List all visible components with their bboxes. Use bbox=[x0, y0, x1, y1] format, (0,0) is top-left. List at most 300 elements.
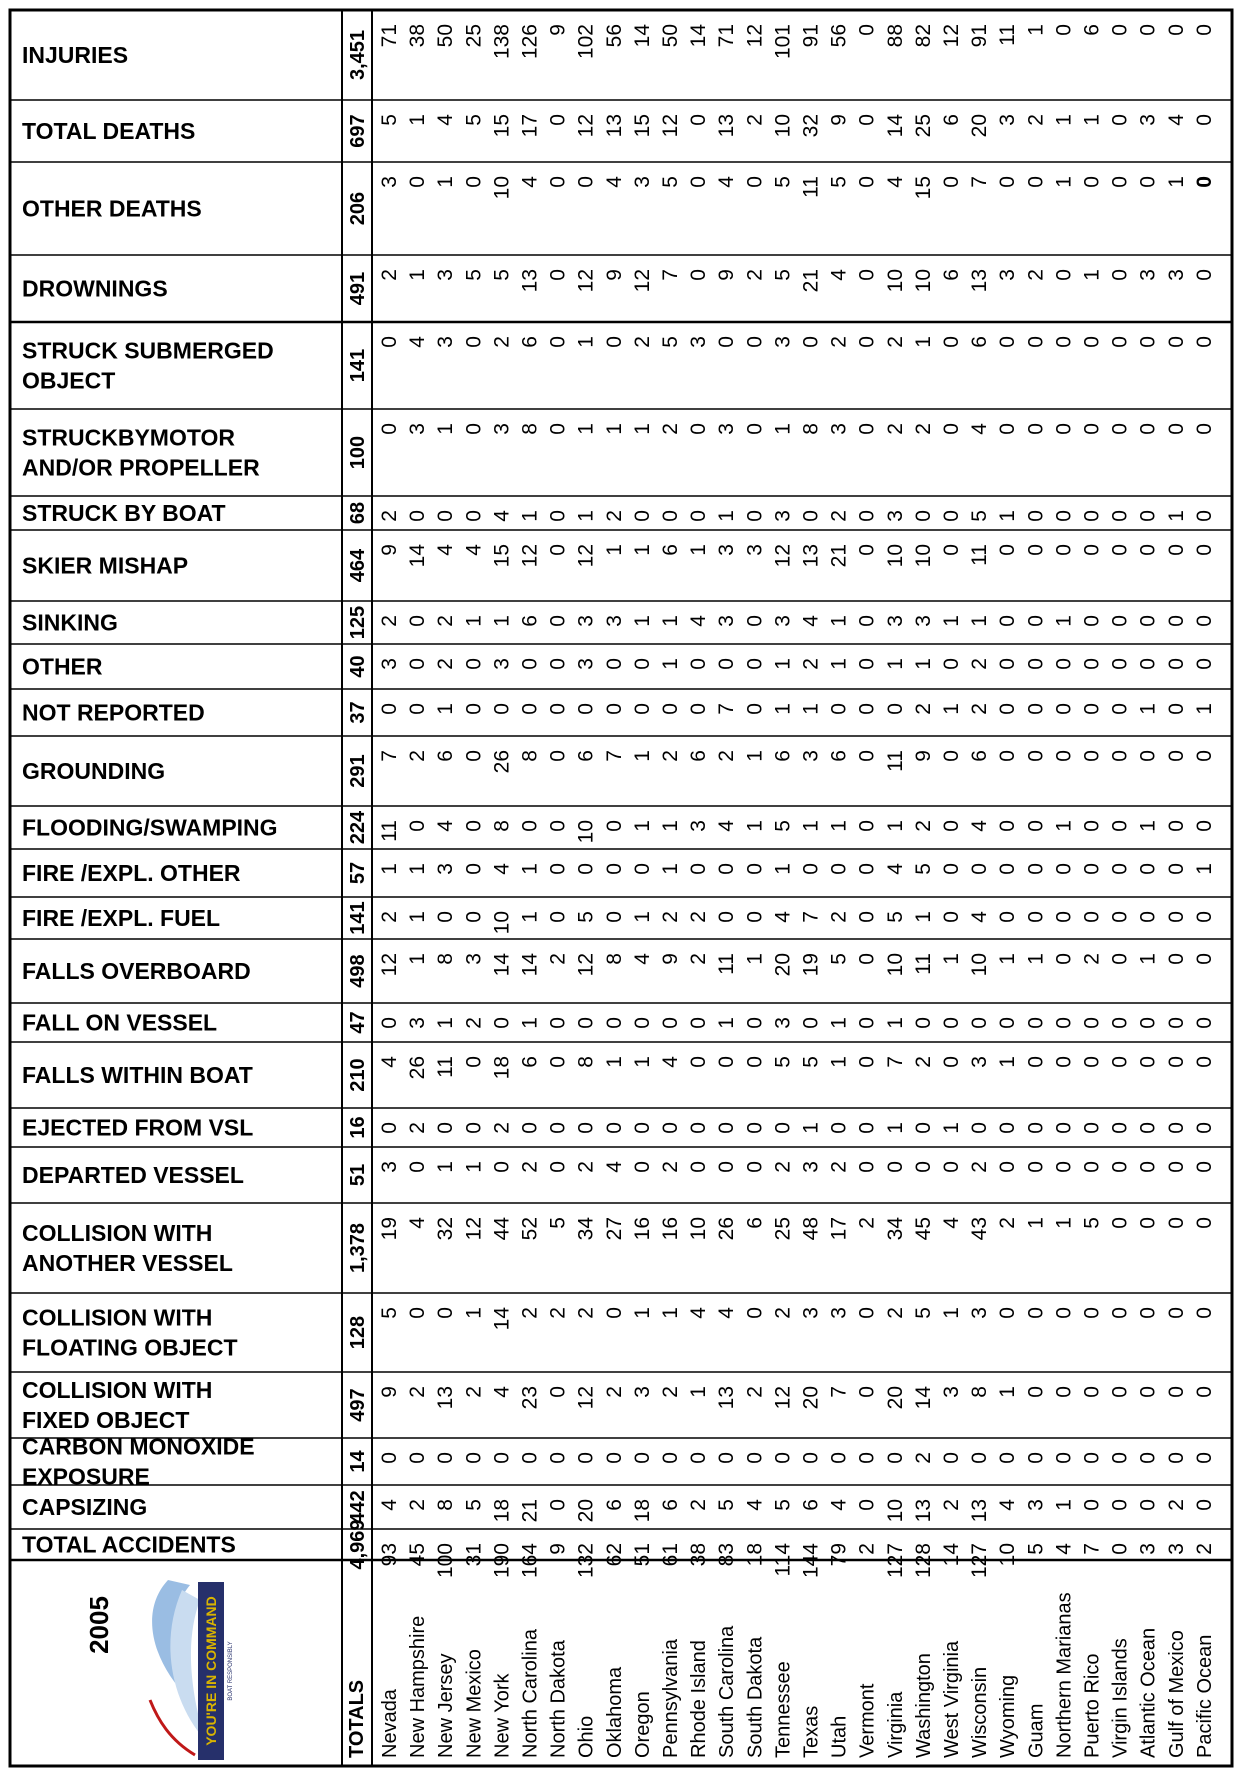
data-cell: 3 bbox=[771, 510, 795, 522]
data-cell: 0 bbox=[1164, 1056, 1188, 1068]
data-cell: 2 bbox=[1192, 1543, 1216, 1555]
data-cell: 1 bbox=[406, 114, 430, 126]
data-cell: 0 bbox=[1052, 1017, 1076, 1029]
data-cell: 4 bbox=[1164, 114, 1188, 126]
data-cell: 2 bbox=[630, 336, 654, 348]
data-cell: 13 bbox=[911, 1499, 935, 1523]
data-cell: 2 bbox=[406, 750, 430, 762]
data-cell: 14 bbox=[630, 24, 654, 48]
data-cell: 48 bbox=[799, 1217, 823, 1241]
data-cell: 0 bbox=[996, 176, 1020, 188]
data-cell: 0 bbox=[1108, 1122, 1132, 1134]
data-cell: 0 bbox=[687, 114, 711, 126]
data-cell: 0 bbox=[1108, 1386, 1132, 1398]
data-cell: 0 bbox=[1108, 1543, 1132, 1555]
data-cell: 2 bbox=[911, 703, 935, 715]
data-cell: 3 bbox=[490, 423, 514, 435]
data-cell: 0 bbox=[715, 1056, 739, 1068]
data-cell: 3 bbox=[378, 658, 401, 670]
data-cell: 0 bbox=[1136, 1499, 1160, 1511]
data-cell: 18 bbox=[743, 1543, 767, 1567]
data-cell: 19 bbox=[799, 953, 823, 977]
data-cell: 0 bbox=[940, 820, 963, 832]
data-cell: 0 bbox=[855, 911, 879, 923]
data-cell: 0 bbox=[1108, 1217, 1132, 1229]
data-cell: 0 bbox=[546, 658, 570, 670]
data-cell: 0 bbox=[715, 336, 739, 348]
data-cell: 0 bbox=[1164, 423, 1188, 435]
data-cell: 14 bbox=[406, 544, 430, 568]
category-total: 14 bbox=[347, 1450, 369, 1473]
data-cell: 0 bbox=[1080, 1307, 1104, 1319]
category-label: FALL ON VESSEL bbox=[22, 1009, 218, 1036]
category-total: 291 bbox=[347, 754, 369, 788]
data-cell: 0 bbox=[434, 1452, 458, 1464]
state-name: West Virginia bbox=[941, 1640, 963, 1758]
data-cell: 2 bbox=[855, 1543, 879, 1555]
data-cell: 0 bbox=[1052, 658, 1076, 670]
data-cell: 0 bbox=[574, 176, 598, 188]
data-cell: 2 bbox=[378, 911, 401, 923]
data-cell: 6 bbox=[743, 1217, 767, 1229]
data-cell: 0 bbox=[996, 615, 1020, 627]
state-name: South Carolina bbox=[716, 1625, 739, 1758]
data-cell: 0 bbox=[1080, 658, 1104, 670]
data-cell: 0 bbox=[1024, 750, 1048, 762]
data-cell: 101 bbox=[771, 24, 795, 60]
data-cell: 0 bbox=[630, 1452, 654, 1464]
data-cell: 0 bbox=[855, 423, 879, 435]
data-cell: 1 bbox=[940, 615, 963, 627]
data-cell: 1 bbox=[1080, 114, 1104, 126]
data-cell: 0 bbox=[462, 703, 486, 715]
state-name: New York bbox=[491, 1673, 514, 1758]
data-cell: 0 bbox=[1052, 24, 1076, 36]
state-name: Utah bbox=[828, 1715, 851, 1758]
data-cell: 14 bbox=[940, 1543, 963, 1567]
data-cell: 91 bbox=[968, 24, 992, 48]
category-label: CARBON MONOXIDE bbox=[22, 1433, 255, 1460]
data-cell: 0 bbox=[996, 1161, 1020, 1173]
data-cell: 0 bbox=[996, 1122, 1020, 1134]
data-cell: 127 bbox=[968, 1543, 992, 1579]
data-cell: 6 bbox=[659, 544, 682, 556]
data-cell: 9 bbox=[827, 114, 851, 126]
data-cell: 9 bbox=[715, 269, 739, 281]
data-cell: 3 bbox=[771, 615, 795, 627]
data-cell: 1 bbox=[1192, 703, 1216, 715]
data-cell: 0 bbox=[1080, 1122, 1104, 1134]
data-cell: 5 bbox=[490, 269, 514, 281]
data-cell: 6 bbox=[518, 615, 542, 627]
data-cell: 9 bbox=[546, 24, 570, 36]
state-name: Virginia bbox=[884, 1691, 907, 1758]
data-cell: 4 bbox=[687, 1307, 711, 1319]
data-cell: 20 bbox=[771, 953, 795, 977]
data-cell: 11 bbox=[911, 953, 935, 975]
data-cell: 5 bbox=[968, 510, 992, 522]
data-cell: 0 bbox=[574, 1452, 598, 1464]
data-cell: 1 bbox=[827, 658, 851, 670]
data-cell: 0 bbox=[1052, 1307, 1076, 1319]
data-cell: 4 bbox=[602, 1161, 626, 1173]
data-cell: 1 bbox=[434, 703, 458, 715]
state-name: Gulf of Mexico bbox=[1165, 1630, 1188, 1758]
data-cell: 0 bbox=[1192, 1217, 1216, 1229]
state-name: Wyoming bbox=[997, 1674, 1020, 1758]
data-cell: 1 bbox=[518, 911, 542, 923]
data-cell: 2 bbox=[883, 1307, 907, 1319]
data-cell: 3 bbox=[771, 1017, 795, 1029]
category-total: 68 bbox=[347, 501, 369, 525]
data-cell: 79 bbox=[827, 1543, 851, 1567]
data-cell: 0 bbox=[1136, 176, 1160, 188]
data-cell: 12 bbox=[574, 953, 598, 977]
state-name: Vermont bbox=[856, 1683, 879, 1758]
data-cell: 0 bbox=[827, 1122, 851, 1134]
data-cell: 0 bbox=[743, 658, 767, 670]
state-name: Pacific Ocean bbox=[1193, 1634, 1216, 1758]
data-cell: 0 bbox=[996, 750, 1020, 762]
data-cell: 0 bbox=[687, 703, 711, 715]
data-cell: 1 bbox=[659, 658, 682, 670]
data-cell: 0 bbox=[1192, 1122, 1216, 1134]
data-cell: 1 bbox=[687, 1386, 711, 1398]
data-cell: 3 bbox=[771, 336, 795, 348]
data-cell: 0 bbox=[1108, 953, 1132, 965]
data-cell: 0 bbox=[687, 1161, 711, 1173]
data-cell: 0 bbox=[462, 658, 486, 670]
data-cell: 12 bbox=[771, 1386, 795, 1410]
data-cell: 5 bbox=[659, 336, 682, 348]
data-cell: 3 bbox=[1164, 269, 1188, 281]
data-cell: 2 bbox=[406, 1386, 430, 1398]
data-cell: 2 bbox=[490, 1122, 514, 1134]
data-cell: 0 bbox=[490, 1161, 514, 1173]
data-cell: 3 bbox=[715, 423, 739, 435]
data-cell: 1 bbox=[434, 1017, 458, 1029]
data-cell: 0 bbox=[1108, 703, 1132, 715]
data-cell: 0 bbox=[799, 336, 823, 348]
data-cell: 0 bbox=[1108, 911, 1132, 923]
data-cell: 1 bbox=[630, 1056, 654, 1068]
data-cell: 5 bbox=[799, 1056, 823, 1068]
data-cell: 2 bbox=[771, 1161, 795, 1173]
data-cell: 0 bbox=[1164, 1161, 1188, 1173]
data-cell: 9 bbox=[378, 544, 401, 556]
data-cell: 1 bbox=[574, 423, 598, 435]
category-total: 4,969 bbox=[347, 1519, 369, 1570]
data-cell: 1 bbox=[659, 863, 682, 875]
data-cell: 21 bbox=[799, 269, 823, 293]
data-cell: 2 bbox=[883, 336, 907, 348]
data-cell: 2 bbox=[602, 1386, 626, 1398]
data-cell: 0 bbox=[715, 1122, 739, 1134]
data-cell: 0 bbox=[546, 615, 570, 627]
data-cell: 0 bbox=[1052, 1386, 1076, 1398]
data-cell: 0 bbox=[968, 1122, 992, 1134]
data-cell: 3 bbox=[1136, 114, 1160, 126]
state-name: Puerto Rico bbox=[1081, 1653, 1104, 1758]
data-cell: 0 bbox=[546, 1122, 570, 1134]
data-cell: 0 bbox=[996, 703, 1020, 715]
data-cell: 4 bbox=[1052, 1543, 1076, 1555]
data-cell: 18 bbox=[630, 1499, 654, 1523]
data-cell: 9 bbox=[911, 750, 935, 762]
data-cell: 0 bbox=[1052, 703, 1076, 715]
data-cell: 0 bbox=[462, 863, 486, 875]
data-cell: 0 bbox=[462, 1452, 486, 1464]
data-cell: 3 bbox=[968, 1056, 992, 1068]
state-name: Washington bbox=[912, 1653, 935, 1758]
data-cell: 8 bbox=[434, 953, 458, 965]
data-cell: 3 bbox=[743, 544, 767, 556]
category-label: OTHER DEATHS bbox=[22, 195, 202, 222]
data-cell: 12 bbox=[378, 953, 401, 977]
data-cell: 1 bbox=[940, 1122, 963, 1134]
data-cell: 0 bbox=[546, 863, 570, 875]
data-cell: 0 bbox=[855, 176, 879, 188]
data-cell: 0 bbox=[1192, 423, 1216, 435]
category-label: FALLS WITHIN BOAT bbox=[22, 1062, 253, 1088]
data-cell: 0 bbox=[1136, 750, 1160, 762]
data-cell: 1 bbox=[1052, 114, 1076, 126]
data-cell: 0 bbox=[1136, 911, 1160, 923]
data-cell: 0 bbox=[1080, 336, 1104, 348]
data-cell: 0 bbox=[490, 703, 514, 715]
data-cell: 0 bbox=[1192, 544, 1216, 556]
data-cell: 0 bbox=[1164, 1452, 1188, 1464]
data-cell: 0 bbox=[546, 114, 570, 126]
data-cell: 0 bbox=[855, 750, 879, 762]
data-cell: 5 bbox=[546, 1217, 570, 1229]
data-cell: 1 bbox=[1164, 510, 1188, 522]
data-cell: 0 bbox=[406, 1307, 430, 1319]
data-cell: 0 bbox=[911, 1122, 935, 1134]
data-cell: 2 bbox=[827, 1161, 851, 1173]
data-cell: 1 bbox=[659, 820, 682, 832]
data-cell: 0 bbox=[996, 544, 1020, 556]
data-cell: 0 bbox=[855, 1161, 879, 1173]
data-cell: 0 bbox=[1108, 176, 1132, 188]
data-cell: 2 bbox=[799, 658, 823, 670]
data-cell: 0 bbox=[1164, 1307, 1188, 1319]
data-cell: 8 bbox=[574, 1056, 598, 1068]
state-name: Wisconsin bbox=[969, 1666, 992, 1758]
data-cell: 14 bbox=[490, 1307, 514, 1331]
category-label: TOTAL ACCIDENTS bbox=[22, 1531, 236, 1558]
data-cell: 12 bbox=[659, 114, 682, 138]
data-cell: 6 bbox=[518, 1056, 542, 1068]
data-cell: 5 bbox=[771, 820, 795, 832]
data-cell: 20 bbox=[799, 1386, 823, 1410]
data-cell: 0 bbox=[1108, 269, 1132, 281]
data-cell: 2 bbox=[434, 615, 458, 627]
data-cell: 2 bbox=[968, 1161, 992, 1173]
data-cell: 32 bbox=[434, 1217, 458, 1241]
data-cell: 0 bbox=[940, 1056, 963, 1068]
data-cell: 0 bbox=[1164, 703, 1188, 715]
data-cell: 2 bbox=[518, 1307, 542, 1319]
data-cell: 25 bbox=[771, 1217, 795, 1241]
data-cell: 5 bbox=[911, 863, 935, 875]
data-cell: 138 bbox=[490, 24, 514, 60]
data-cell: 1 bbox=[827, 1017, 851, 1029]
data-cell: 0 bbox=[940, 176, 963, 188]
data-cell: 0 bbox=[1136, 1452, 1160, 1464]
data-cell: 5 bbox=[771, 269, 795, 281]
data-cell: 0 bbox=[1080, 863, 1104, 875]
data-cell: 1 bbox=[771, 423, 795, 435]
data-cell: 0 bbox=[1192, 176, 1216, 188]
category-total: 47 bbox=[347, 1011, 369, 1034]
data-cell: 1 bbox=[406, 269, 430, 281]
data-cell: 6 bbox=[827, 750, 851, 762]
data-cell: 2 bbox=[743, 1386, 767, 1398]
data-cell: 12 bbox=[574, 114, 598, 138]
data-cell: 4 bbox=[630, 953, 654, 965]
data-cell: 0 bbox=[827, 703, 851, 715]
category-total: 210 bbox=[347, 1058, 369, 1092]
data-cell: 6 bbox=[659, 1499, 682, 1511]
data-cell: 0 bbox=[406, 820, 430, 832]
category-total: 128 bbox=[347, 1315, 369, 1350]
data-cell: 0 bbox=[1108, 820, 1132, 832]
data-cell: 56 bbox=[827, 24, 851, 48]
data-cell: 11 bbox=[996, 24, 1020, 46]
data-cell: 0 bbox=[1052, 423, 1076, 435]
data-cell: 1 bbox=[1136, 820, 1160, 832]
data-cell: 11 bbox=[378, 820, 401, 842]
data-cell: 0 bbox=[434, 911, 458, 923]
category-total: 37 bbox=[347, 701, 369, 724]
data-cell: 100 bbox=[434, 1543, 458, 1579]
data-cell: 82 bbox=[911, 24, 935, 48]
year-label: 2005 bbox=[84, 1596, 114, 1654]
data-cell: 1 bbox=[518, 1017, 542, 1029]
data-cell: 0 bbox=[855, 703, 879, 715]
data-cell: 12 bbox=[743, 24, 767, 48]
data-cell: 1 bbox=[996, 1056, 1020, 1068]
data-cell: 16 bbox=[659, 1217, 682, 1241]
data-cell: 2 bbox=[827, 336, 851, 348]
data-cell: 1 bbox=[602, 1056, 626, 1068]
data-cell: 93 bbox=[378, 1543, 401, 1567]
data-cell: 0 bbox=[546, 820, 570, 832]
data-cell: 3 bbox=[406, 1017, 430, 1029]
data-cell: 4 bbox=[378, 1499, 401, 1511]
data-cell: 0 bbox=[378, 1122, 401, 1134]
data-cell: 6 bbox=[771, 750, 795, 762]
category-label: EJECTED FROM VSL bbox=[22, 1114, 254, 1141]
data-cell: 0 bbox=[687, 423, 711, 435]
data-cell: 2 bbox=[602, 510, 626, 522]
data-cell: 2 bbox=[1080, 953, 1104, 965]
data-cell: 4 bbox=[968, 820, 992, 832]
data-cell: 0 bbox=[378, 703, 401, 715]
data-cell: 21 bbox=[827, 544, 851, 568]
data-cell: 0 bbox=[855, 544, 879, 556]
state-name: Atlantic Ocean bbox=[1137, 1627, 1160, 1758]
data-cell: 0 bbox=[687, 1452, 711, 1464]
category-total: 16 bbox=[347, 1116, 369, 1139]
data-cell: 14 bbox=[490, 953, 514, 977]
totals-label: TOTALS bbox=[346, 1679, 368, 1758]
category-label: STRUCK BY BOAT bbox=[22, 500, 226, 526]
data-cell: 0 bbox=[434, 510, 458, 522]
state-name: New Mexico bbox=[463, 1649, 486, 1758]
data-cell: 0 bbox=[462, 176, 486, 188]
data-cell: 144 bbox=[799, 1543, 823, 1579]
data-cell: 12 bbox=[518, 544, 542, 568]
data-cell: 4 bbox=[434, 820, 458, 832]
state-name: Guam bbox=[1025, 1703, 1048, 1758]
data-cell: 0 bbox=[406, 658, 430, 670]
data-cell: 6 bbox=[602, 1499, 626, 1511]
data-cell: 3 bbox=[1024, 1499, 1048, 1511]
data-cell: 4 bbox=[490, 510, 514, 522]
data-cell: 0 bbox=[1164, 24, 1188, 36]
data-cell: 13 bbox=[602, 114, 626, 138]
data-cell: 3 bbox=[490, 658, 514, 670]
data-cell: 0 bbox=[1136, 423, 1160, 435]
data-cell: 2 bbox=[659, 1161, 682, 1173]
data-cell: 52 bbox=[518, 1217, 542, 1241]
data-cell: 190 bbox=[490, 1543, 514, 1579]
data-cell: 0 bbox=[574, 863, 598, 875]
data-cell: 9 bbox=[659, 953, 682, 965]
data-cell: 0 bbox=[1052, 1161, 1076, 1173]
data-cell: 0 bbox=[1164, 336, 1188, 348]
data-cell: 19 bbox=[378, 1217, 401, 1241]
data-cell: 2 bbox=[911, 820, 935, 832]
data-cell: 1 bbox=[574, 510, 598, 522]
category-total: 51 bbox=[347, 1163, 369, 1187]
data-cell: 0 bbox=[602, 658, 626, 670]
data-cell: 9 bbox=[378, 1386, 401, 1398]
state-name: Ohio bbox=[575, 1715, 598, 1758]
data-cell: 0 bbox=[855, 336, 879, 348]
data-cell: 3 bbox=[883, 510, 907, 522]
data-cell: 0 bbox=[799, 1017, 823, 1029]
category-total: 497 bbox=[347, 1388, 369, 1422]
data-cell: 0 bbox=[1024, 1452, 1048, 1464]
data-cell: 2 bbox=[883, 423, 907, 435]
data-cell: 0 bbox=[1024, 1122, 1048, 1134]
data-cell: 7 bbox=[715, 703, 739, 715]
data-cell: 2 bbox=[968, 658, 992, 670]
data-cell: 0 bbox=[490, 1452, 514, 1464]
data-cell: 0 bbox=[940, 544, 963, 556]
data-cell: 1 bbox=[996, 1386, 1020, 1398]
data-cell: 10 bbox=[490, 176, 514, 200]
data-cell: 11 bbox=[799, 176, 823, 198]
data-cell: 0 bbox=[1108, 24, 1132, 36]
data-cell: 2 bbox=[574, 1307, 598, 1319]
data-cell: 0 bbox=[1080, 1161, 1104, 1173]
data-cell: 2 bbox=[1024, 269, 1048, 281]
data-cell: 0 bbox=[1080, 1017, 1104, 1029]
data-cell: 0 bbox=[855, 820, 879, 832]
data-cell: 1 bbox=[1136, 703, 1160, 715]
data-cell: 5 bbox=[462, 269, 486, 281]
data-cell: 11 bbox=[715, 953, 739, 975]
category-label: COLLISION WITH bbox=[22, 1220, 213, 1246]
data-cell: 7 bbox=[659, 269, 682, 281]
data-cell: 12 bbox=[771, 544, 795, 568]
data-cell: 2 bbox=[659, 423, 682, 435]
data-cell: 0 bbox=[799, 863, 823, 875]
